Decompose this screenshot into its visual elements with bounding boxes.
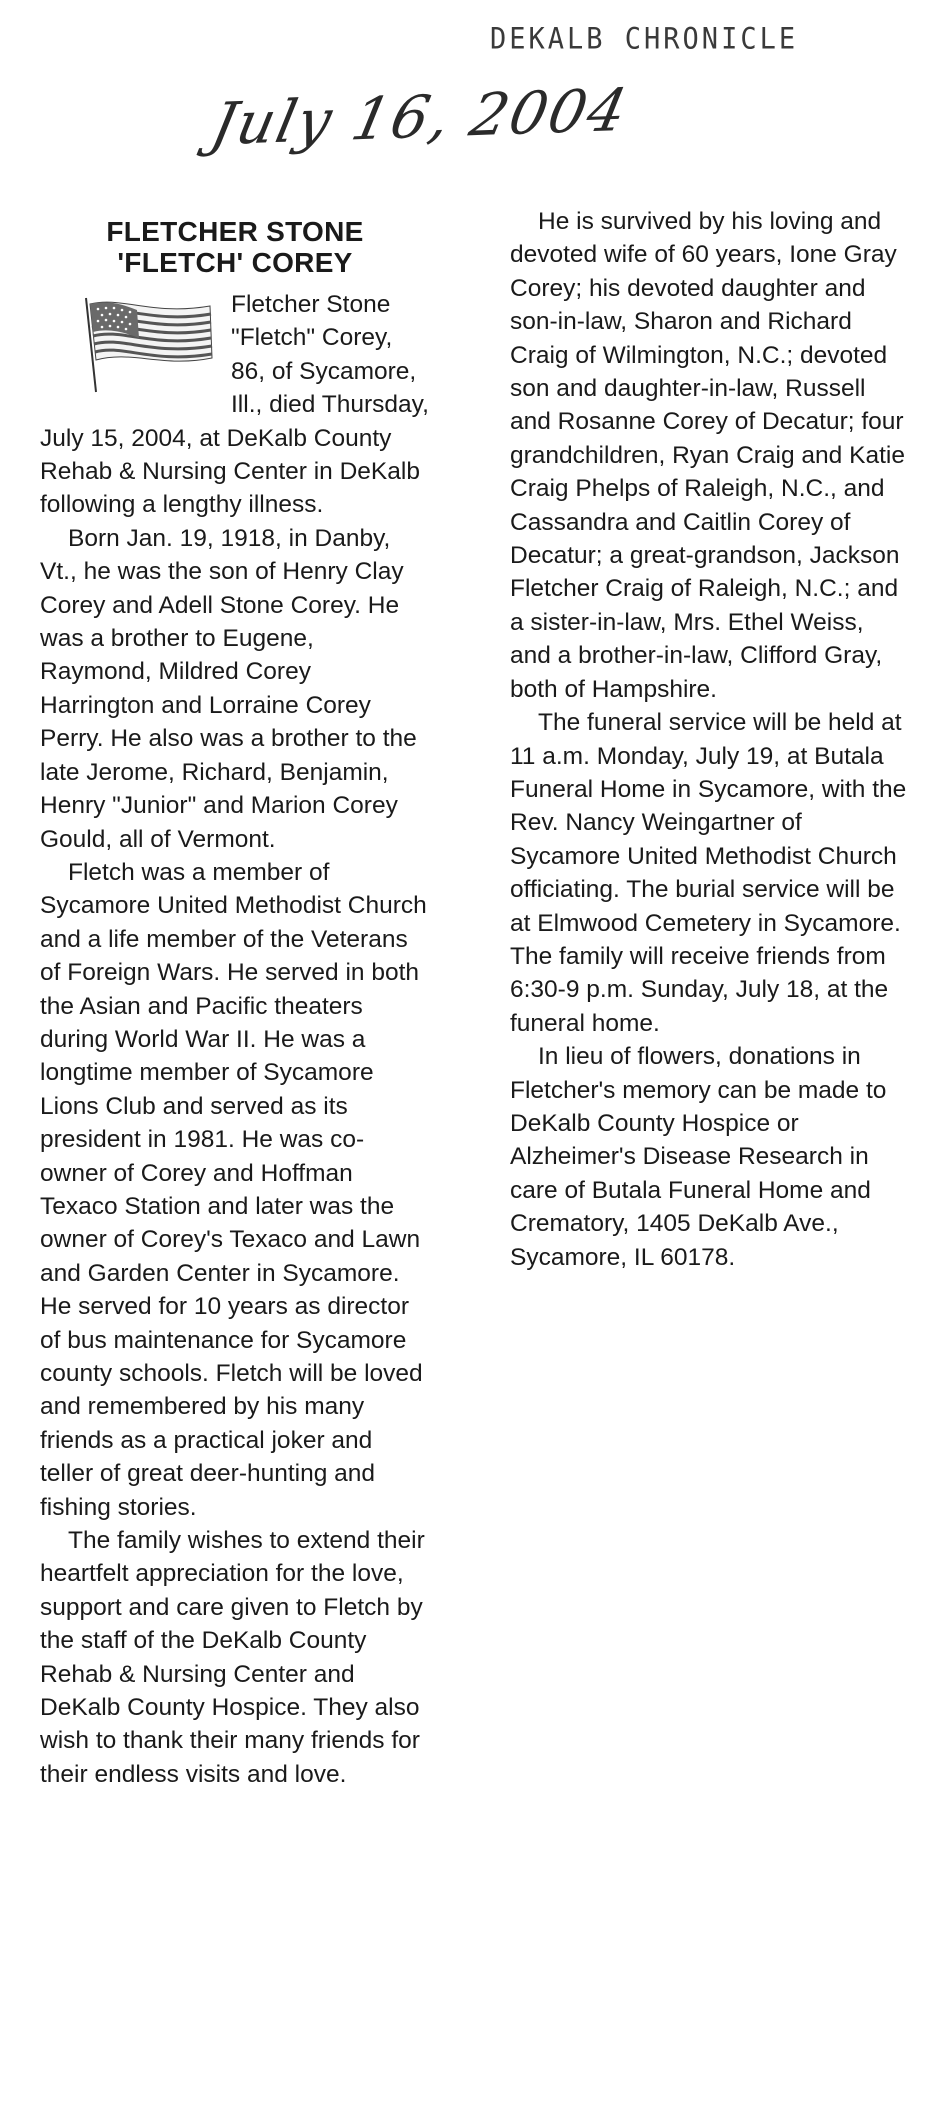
obituary-paragraph: Born Jan. 19, 1918, in Danby, Vt., he was the son of Henry Clay Corey and Adell Stone Corey. He was a brother to Eugene, Raymond, Mildred Corey Harrington and Lorraine Corey Perry. He also was a brother to the late Jerome, Richard, Benjamin, Henry "Junior" and Marion Corey Gould, all of Vermont. (40, 524, 417, 853)
obituary-paragraph: He is survived by his loving and devoted wife of 60 years, Ione Gray Corey; his devoted daughter and son-in-law, Sharon and Richard Craig of Wilmington, N.C.; devoted son and daughter-in-law, Russell and Rosanne Corey of Decatur; four grandchildren, Ryan Craig and Katie Craig Phelps of Raleigh, N.C., and Cassandra and Caitlin Corey of Decatur; a great-grandson, Jackson Fletcher Craig of Raleigh, N.C.; and a sister-in-law, Mrs. Ethel Weiss, and a brother-in-law, Clifford Gray, both of Hampshire. (510, 208, 905, 703)
newspaper-masthead: DEKALB CHRONICLE (490, 22, 799, 57)
headline-line-1: FLETCHER STONE (106, 216, 364, 247)
obituary-paragraph: In lieu of flowers, donations in Fletcher's memory can be made to DeKalb County Hospice or Alzheimer's Disease Research in care of Butala Funeral Home and Crematory, 1405 DeKalb Ave., Sycamore, IL 60178. (510, 1043, 887, 1271)
headline-line-2: 'FLETCH' COREY (117, 247, 353, 278)
obituary-paragraph: Fletcher Stone "Fletch" Corey, 86, of Sycamore, Ill., died Thursday, July 15, 2004, at DeKalb County Rehab & Nursing Center in DeKalb following a lengthy illness. (40, 291, 429, 519)
obituary-headline (40, 216, 430, 278)
obituary-paragraph: The family wishes to extend their heartfelt appreciation for the love, support and care given to Fletch by the staff of the DeKalb County Rehab & Nursing Center and DeKalb County Hospice. They also wish to thank their many friends for their endless visits and love. (40, 1527, 425, 1788)
right-column (510, 205, 910, 1274)
handwritten-date: July 16, 2004 (205, 75, 635, 159)
left-column (40, 216, 430, 1791)
american-flag-icon (82, 294, 217, 394)
obituary-paragraph: Fletch was a member of Sycamore United Methodist Church and a life member of the Veterans of Foreign Wars. He served in both the Asian and Pacific theaters during World War II. He was a longtime member of Sycamore Lions Club and served as its president in 1981. He was co-owner of Corey and Hoffman Texaco Station and later was the owner of Corey's Texaco and Lawn and Garden Center in Sycamore. He served for 10 years as director of bus maintenance for Sycamore county schools. Fletch will be loved and remembered by his many friends as a practical joker and teller of great deer-hunting and fishing stories. (40, 858, 427, 1521)
obituary-paragraph: The funeral service will be held at 11 a.m. Monday, July 19, at Butala Funeral Home in Sycamore, with the Rev. Nancy Weingartner of Sycamore United Methodist Church officiating. The burial service will be at Elmwood Cemetery in Sycamore. The family will receive friends from 6:30-9 p.m. Sunday, July 18, at the funeral home. (510, 709, 907, 1037)
